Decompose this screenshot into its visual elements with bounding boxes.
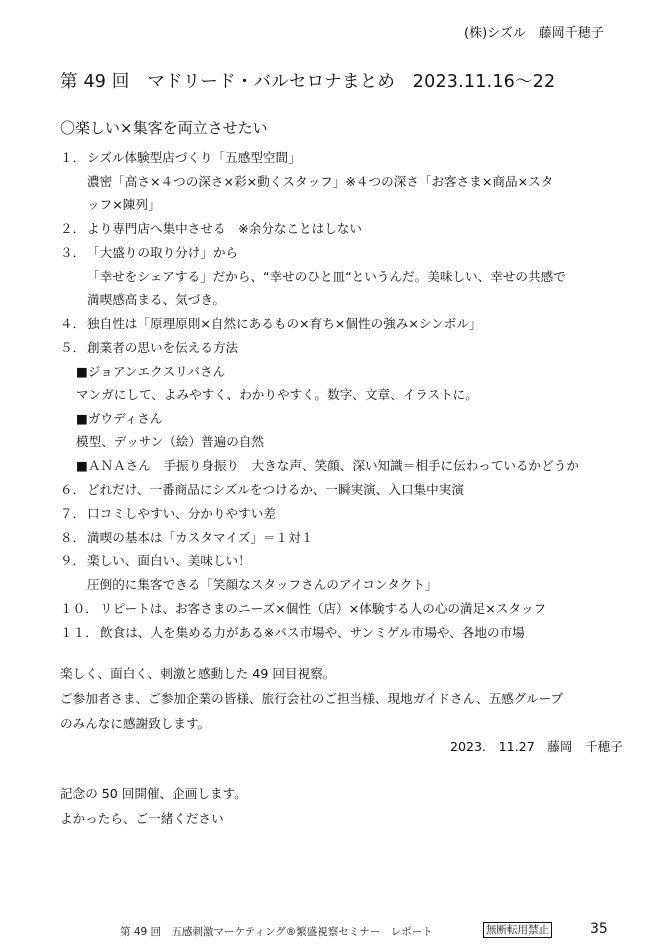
copyright-stamp: 無断転用禁止 <box>483 922 552 938</box>
item-number: ３． <box>60 245 86 260</box>
item-text: 満喫感高まる、気づき。 <box>87 292 226 307</box>
item-number: １０． <box>60 601 98 616</box>
item-text: どれだけ、一番商品にシズルをつけるか、一瞬実演、入口集中実演 <box>87 482 464 497</box>
closing-line: 楽しく、面白く、刺激と感動した 49 回目視察。 <box>60 666 336 681</box>
author-line: (株)シズル 藤岡千穂子 <box>464 26 604 41</box>
list-item-continuation <box>76 364 225 380</box>
item-number: ７． <box>60 506 86 521</box>
list-item <box>60 482 464 498</box>
item-text: リピートは、お客さまのニーズ×個性（店）×体験する人の心の満足×スタッフ <box>100 601 547 616</box>
item-number: ９． <box>60 553 86 568</box>
list-item-continuation <box>76 411 162 427</box>
item-number: １． <box>60 150 86 165</box>
item-text: ■ジョアンエクスリバさん <box>76 364 226 379</box>
item-text: 模型、デッサン（絵）普遍の自然 <box>76 434 265 449</box>
page-title: 第 49 回 マドリード・バルセロナまとめ 2023.11.16～22 <box>60 72 556 92</box>
item-number: １１． <box>60 625 98 640</box>
list-item-continuation <box>76 387 478 403</box>
list-item <box>60 245 238 261</box>
item-text: ■ガウディさん <box>76 411 163 426</box>
next-event-line: よかったら、ご一緒ください <box>60 811 224 826</box>
item-text: ッフ×陳列」 <box>87 197 161 212</box>
list-item <box>60 506 276 522</box>
item-text: 創業者の思いを伝える方法 <box>87 340 239 355</box>
closing-paragraph <box>60 661 563 736</box>
item-text: 「大盛りの取り分け」から <box>87 245 239 260</box>
list-item <box>60 221 362 237</box>
item-text: 濃密「高さ×４つの深さ×彩×動くスタッフ」※４つの深さ「お客さま×商品×スタ <box>87 174 554 189</box>
list-item <box>60 150 301 166</box>
item-text: 飲食は、人を集める力がある※パス市場や、サンミゲル市場や、各地の市場 <box>100 625 525 640</box>
item-number: ２． <box>60 221 86 236</box>
list-item <box>60 625 525 641</box>
item-text: 満喫の基本は「カスタマイズ」＝１対１ <box>87 530 314 545</box>
list-item <box>60 601 546 617</box>
closing-line: のみんなに感謝致します。 <box>60 716 211 731</box>
list-item <box>60 316 482 332</box>
item-text: シズル体験型店づくり「五感型空間」 <box>87 150 301 165</box>
list-item-continuation <box>87 174 553 190</box>
item-text: 楽しい、面白い、美味しい！ <box>87 553 251 568</box>
page-number: 35 <box>590 921 608 937</box>
item-number: ５． <box>60 340 86 355</box>
item-text: 「幸せをシェアする」だから、“幸せのひと皿“というんだ。美味しい、幸せの共感で <box>87 269 566 284</box>
list-item-continuation <box>87 292 225 308</box>
list-item <box>60 340 238 356</box>
list-item-continuation <box>76 434 264 450</box>
list-item-continuation <box>87 269 566 285</box>
list-item-continuation <box>87 577 437 593</box>
item-text: ■ＡＮＡさん 手振り身振り 大きな声、笑顔、深い知識＝相手に伝わっているかどうか <box>76 458 579 473</box>
list-item <box>60 553 251 569</box>
list-item-continuation <box>76 458 579 474</box>
list-item <box>60 530 313 546</box>
item-text: マンガにして、よみやすく、わかりやすく。数字、文章、イラストに。 <box>76 387 478 402</box>
list-item-continuation <box>87 197 161 213</box>
item-number: ８． <box>60 530 86 545</box>
item-text: 圧倒的に集客できる「笑顔なスタッフさんのアイコンタクト」 <box>87 577 438 592</box>
section-heading: 〇楽しい×集客を両立させたい <box>60 119 268 137</box>
item-text: より専門店へ集中させる ※余分なことはしない <box>87 221 363 236</box>
item-number: ４． <box>60 316 86 331</box>
item-text: 口コミしやすい、分かりやすい差 <box>87 506 276 521</box>
date-signature: 2023. 11.27 藤岡 千穂子 <box>450 739 623 754</box>
closing-line: ご参加者さま、ご参加企業の皆様、旅行会社のご担当様、現地ガイドさん、五感グループ <box>60 691 564 706</box>
item-text: 独自性は「原理原則×自然にあるもの×育ち×個性の強み×シンボル」 <box>87 316 482 331</box>
next-event-line: 記念の 50 回開催、企画します。 <box>60 786 247 801</box>
footer-title: 第 49 回 五感刺激マーケティング®繁盛視察セミナー レポート <box>120 926 433 938</box>
next-event-note <box>60 781 247 831</box>
item-number: ６． <box>60 482 86 497</box>
